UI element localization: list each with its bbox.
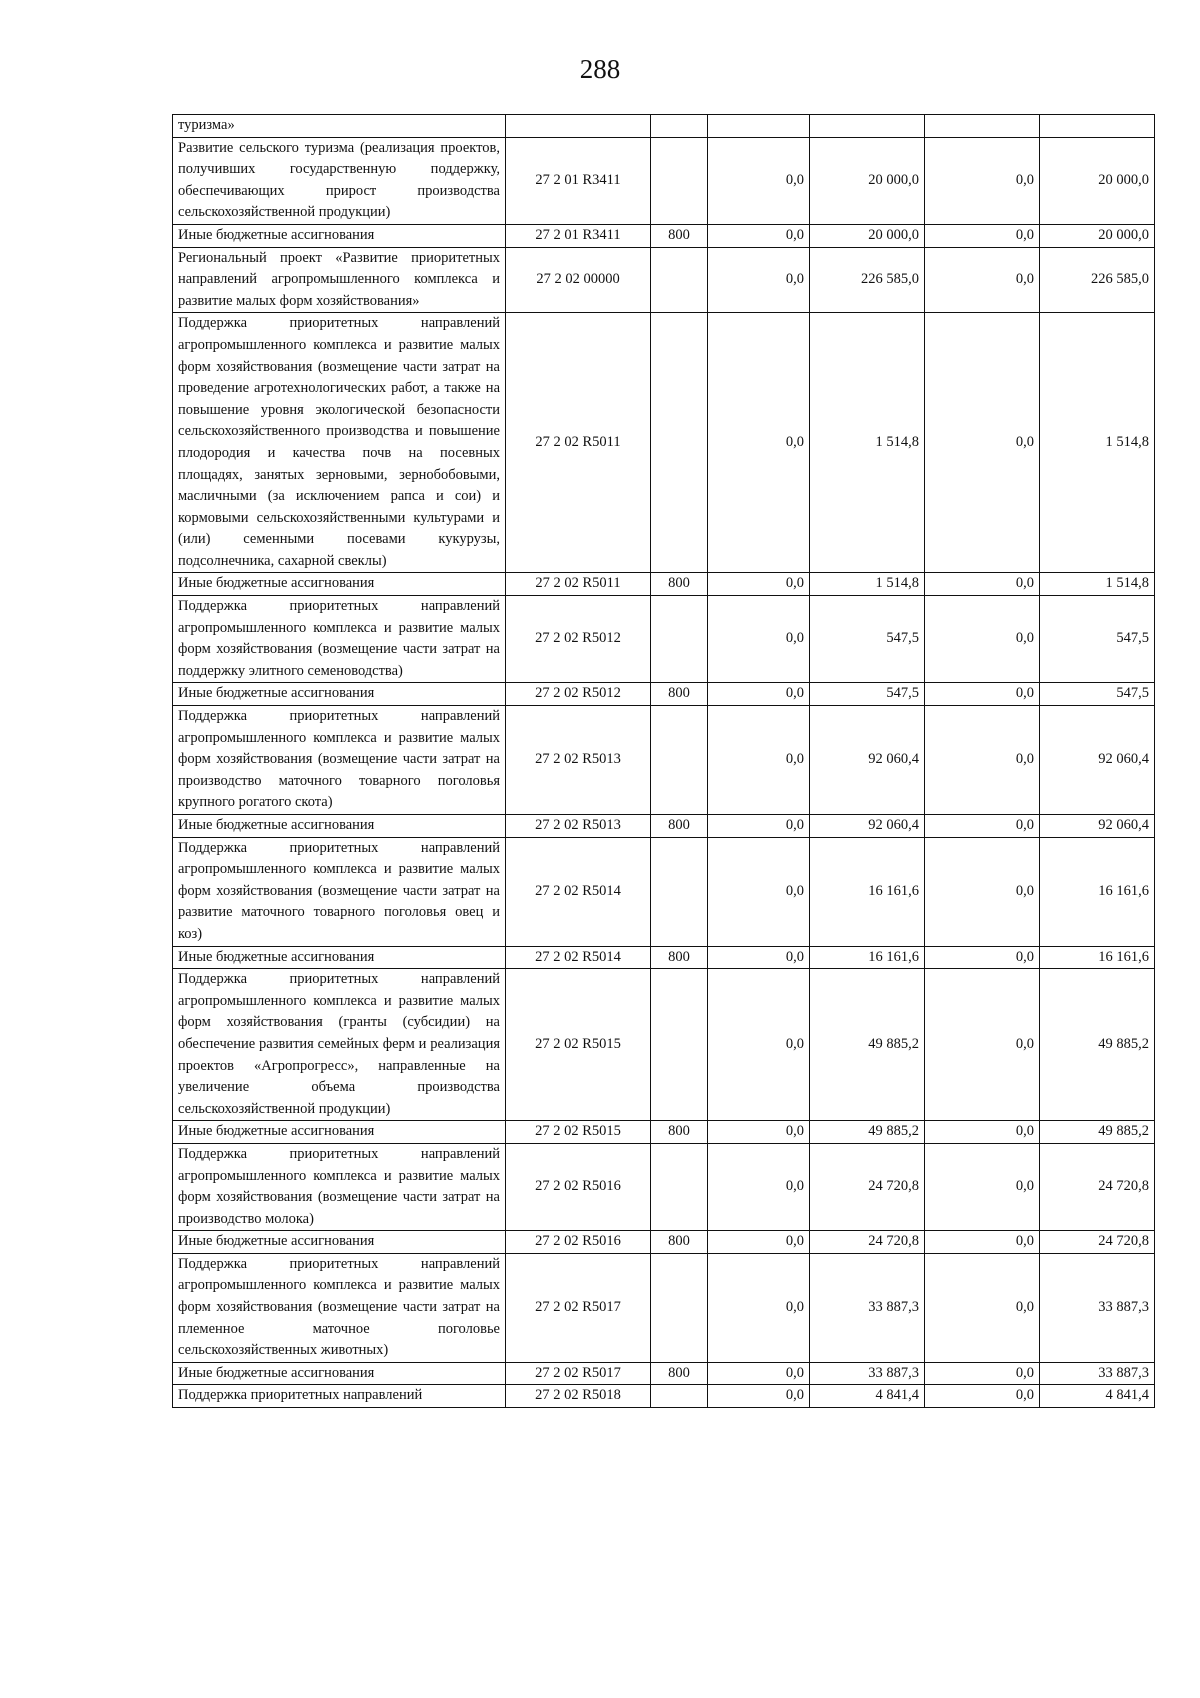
row-expense-type-cell [651, 837, 708, 946]
row-name-cell: Поддержка приоритетных направлений [173, 1385, 506, 1408]
table-row [173, 247, 1155, 313]
row-value-2-cell: 16 161,6 [810, 837, 925, 946]
table-row [173, 596, 1155, 683]
row-name-cell: Поддержка приоритетных направлений агропромышленного комплекса и развитие малых форм хозяйствования (возмещение части затрат на проведение агротехнологических работ, а также на повышение уровня экологической безопасности сельскохозяйственного производства и повышение плодородия и качества почв на посевных площадях, занятых зерновыми, зернобобовыми, масличными (за исключением рапса и сои) и кормовыми сельскохозяйственными культурами и (или) семенными посевами кукурузы, подсолнечника, сахарной свеклы) [173, 313, 506, 573]
row-name-cell: Иные бюджетные ассигнования [173, 1231, 506, 1254]
row-value-1-cell: 0,0 [708, 706, 810, 815]
row-code-cell [506, 115, 651, 138]
table-row [173, 1362, 1155, 1385]
row-code-cell: 27 2 02 R5011 [506, 573, 651, 596]
row-code-cell: 27 2 02 R5016 [506, 1143, 651, 1230]
row-value-2-cell: 49 885,2 [810, 1121, 925, 1144]
budget-table [172, 114, 1155, 1408]
row-name-cell: Иные бюджетные ассигнования [173, 946, 506, 969]
row-name-cell: Поддержка приоритетных направлений агропромышленного комплекса и развитие малых форм хозяйствования (гранты (субсидии) на обеспечение развития семейных ферм и реализация проектов «Агропрогресс», направленные на увеличение объема производства сельскохозяйственной продукции) [173, 969, 506, 1121]
row-value-1-cell: 0,0 [708, 596, 810, 683]
row-name-cell: Поддержка приоритетных направлений агропромышленного комплекса и развитие малых форм хозяйствования (возмещение части затрат на поддержку элитного семеноводства) [173, 596, 506, 683]
row-value-2-cell: 49 885,2 [810, 969, 925, 1121]
row-value-1-cell: 0,0 [708, 573, 810, 596]
table-row [173, 573, 1155, 596]
table-row [173, 1143, 1155, 1230]
row-value-1-cell: 0,0 [708, 815, 810, 838]
row-value-2-cell: 4 841,4 [810, 1385, 925, 1408]
table-row [173, 224, 1155, 247]
row-value-4-cell: 547,5 [1040, 596, 1155, 683]
row-name-cell: Иные бюджетные ассигнования [173, 224, 506, 247]
row-expense-type-cell [651, 1253, 708, 1362]
row-value-3-cell: 0,0 [925, 1253, 1040, 1362]
row-value-4-cell: 49 885,2 [1040, 1121, 1155, 1144]
row-value-1-cell [708, 115, 810, 138]
table-row [173, 1231, 1155, 1254]
table-row [173, 683, 1155, 706]
row-name-cell: Иные бюджетные ассигнования [173, 815, 506, 838]
row-expense-type-cell: 800 [651, 683, 708, 706]
row-expense-type-cell: 800 [651, 815, 708, 838]
table-body [173, 115, 1155, 1408]
row-value-3-cell: 0,0 [925, 1231, 1040, 1254]
row-value-1-cell: 0,0 [708, 247, 810, 313]
row-code-cell: 27 2 02 R5013 [506, 815, 651, 838]
row-name-cell: Поддержка приоритетных направлений агропромышленного комплекса и развитие малых форм хозяйствования (возмещение части затрат на производство маточного товарного поголовья крупного рогатого скота) [173, 706, 506, 815]
row-expense-type-cell: 800 [651, 224, 708, 247]
row-code-cell: 27 2 02 R5015 [506, 1121, 651, 1144]
row-value-2-cell: 226 585,0 [810, 247, 925, 313]
row-value-1-cell: 0,0 [708, 1362, 810, 1385]
table-row [173, 1121, 1155, 1144]
row-value-1-cell: 0,0 [708, 137, 810, 224]
row-value-4-cell: 24 720,8 [1040, 1143, 1155, 1230]
row-value-4-cell: 49 885,2 [1040, 969, 1155, 1121]
row-expense-type-cell [651, 706, 708, 815]
row-name-cell: Развитие сельского туризма (реализация проектов, получивших государственную поддержку, обеспечивающих прирост производства сельскохозяйственной продукции) [173, 137, 506, 224]
row-name-cell: Поддержка приоритетных направлений агропромышленного комплекса и развитие малых форм хозяйствования (возмещение части затрат на производство молока) [173, 1143, 506, 1230]
row-expense-type-cell [651, 115, 708, 138]
table-row [173, 137, 1155, 224]
row-name-cell: Иные бюджетные ассигнования [173, 1121, 506, 1144]
row-value-2-cell [810, 115, 925, 138]
row-value-3-cell: 0,0 [925, 313, 1040, 573]
row-code-cell: 27 2 02 R5018 [506, 1385, 651, 1408]
row-expense-type-cell: 800 [651, 946, 708, 969]
row-value-4-cell: 547,5 [1040, 683, 1155, 706]
row-value-1-cell: 0,0 [708, 1385, 810, 1408]
row-value-1-cell: 0,0 [708, 224, 810, 247]
table-row [173, 815, 1155, 838]
row-value-3-cell: 0,0 [925, 1143, 1040, 1230]
table-row [173, 1385, 1155, 1408]
row-code-cell: 27 2 02 R5014 [506, 946, 651, 969]
row-value-2-cell: 1 514,8 [810, 573, 925, 596]
row-name-cell: Иные бюджетные ассигнования [173, 1362, 506, 1385]
row-value-3-cell: 0,0 [925, 1121, 1040, 1144]
row-value-3-cell [925, 115, 1040, 138]
row-value-2-cell: 20 000,0 [810, 137, 925, 224]
row-code-cell: 27 2 02 R5015 [506, 969, 651, 1121]
row-value-4-cell: 33 887,3 [1040, 1253, 1155, 1362]
row-code-cell: 27 2 01 R3411 [506, 137, 651, 224]
row-code-cell: 27 2 02 00000 [506, 247, 651, 313]
row-name-cell: Региональный проект «Развитие приоритетных направлений агропромышленного комплекса и развитие малых форм хозяйствования» [173, 247, 506, 313]
row-value-2-cell: 16 161,6 [810, 946, 925, 969]
row-value-2-cell: 1 514,8 [810, 313, 925, 573]
row-value-3-cell: 0,0 [925, 946, 1040, 969]
row-value-2-cell: 547,5 [810, 596, 925, 683]
row-code-cell: 27 2 01 R3411 [506, 224, 651, 247]
row-code-cell: 27 2 02 R5017 [506, 1253, 651, 1362]
row-expense-type-cell: 800 [651, 1121, 708, 1144]
row-expense-type-cell: 800 [651, 1362, 708, 1385]
table-row [173, 969, 1155, 1121]
row-value-3-cell: 0,0 [925, 247, 1040, 313]
row-value-4-cell: 92 060,4 [1040, 815, 1155, 838]
row-value-2-cell: 33 887,3 [810, 1253, 925, 1362]
row-value-1-cell: 0,0 [708, 837, 810, 946]
row-expense-type-cell: 800 [651, 573, 708, 596]
row-value-4-cell: 1 514,8 [1040, 573, 1155, 596]
row-value-2-cell: 92 060,4 [810, 815, 925, 838]
row-code-cell: 27 2 02 R5012 [506, 683, 651, 706]
row-code-cell: 27 2 02 R5012 [506, 596, 651, 683]
page-number: 288 [579, 54, 621, 84]
row-code-cell: 27 2 02 R5017 [506, 1362, 651, 1385]
row-value-4-cell: 20 000,0 [1040, 137, 1155, 224]
table-row [173, 706, 1155, 815]
row-code-cell: 27 2 02 R5014 [506, 837, 651, 946]
row-expense-type-cell [651, 1385, 708, 1408]
row-value-2-cell: 92 060,4 [810, 706, 925, 815]
row-name-cell: Иные бюджетные ассигнования [173, 573, 506, 596]
row-value-4-cell: 1 514,8 [1040, 313, 1155, 573]
table-row [173, 313, 1155, 573]
row-value-4-cell: 4 841,4 [1040, 1385, 1155, 1408]
row-value-2-cell: 20 000,0 [810, 224, 925, 247]
row-value-1-cell: 0,0 [708, 1143, 810, 1230]
row-code-cell: 27 2 02 R5011 [506, 313, 651, 573]
row-name-cell: Поддержка приоритетных направлений агропромышленного комплекса и развитие малых форм хозяйствования (возмещение части затрат на развитие маточного товарного поголовья овец и коз) [173, 837, 506, 946]
row-value-1-cell: 0,0 [708, 683, 810, 706]
row-name-cell: Иные бюджетные ассигнования [173, 683, 506, 706]
row-value-2-cell: 547,5 [810, 683, 925, 706]
row-code-cell: 27 2 02 R5013 [506, 706, 651, 815]
row-expense-type-cell [651, 247, 708, 313]
row-value-2-cell: 24 720,8 [810, 1143, 925, 1230]
row-code-cell: 27 2 02 R5016 [506, 1231, 651, 1254]
row-value-3-cell: 0,0 [925, 706, 1040, 815]
row-value-4-cell: 24 720,8 [1040, 1231, 1155, 1254]
row-value-4-cell: 33 887,3 [1040, 1362, 1155, 1385]
row-value-4-cell: 226 585,0 [1040, 247, 1155, 313]
row-value-3-cell: 0,0 [925, 1385, 1040, 1408]
row-value-2-cell: 33 887,3 [810, 1362, 925, 1385]
row-name-cell: туризма» [173, 115, 506, 138]
row-value-3-cell: 0,0 [925, 837, 1040, 946]
row-value-3-cell: 0,0 [925, 137, 1040, 224]
row-value-1-cell: 0,0 [708, 1231, 810, 1254]
row-value-1-cell: 0,0 [708, 969, 810, 1121]
row-value-3-cell: 0,0 [925, 1362, 1040, 1385]
row-value-4-cell: 20 000,0 [1040, 224, 1155, 247]
row-value-1-cell: 0,0 [708, 1121, 810, 1144]
table-row [173, 1253, 1155, 1362]
table-row [173, 115, 1155, 138]
row-value-4-cell: 92 060,4 [1040, 706, 1155, 815]
row-expense-type-cell [651, 969, 708, 1121]
row-value-4-cell: 16 161,6 [1040, 837, 1155, 946]
row-name-cell: Поддержка приоритетных направлений агропромышленного комплекса и развитие малых форм хозяйствования (возмещение части затрат на племенное маточное поголовье сельскохозяйственных животных) [173, 1253, 506, 1362]
row-expense-type-cell [651, 1143, 708, 1230]
row-value-2-cell: 24 720,8 [810, 1231, 925, 1254]
row-value-3-cell: 0,0 [925, 969, 1040, 1121]
row-value-1-cell: 0,0 [708, 313, 810, 573]
row-value-3-cell: 0,0 [925, 224, 1040, 247]
row-value-4-cell [1040, 115, 1155, 138]
row-expense-type-cell: 800 [651, 1231, 708, 1254]
row-value-3-cell: 0,0 [925, 596, 1040, 683]
row-value-1-cell: 0,0 [708, 1253, 810, 1362]
table-row [173, 837, 1155, 946]
row-value-3-cell: 0,0 [925, 683, 1040, 706]
row-expense-type-cell [651, 313, 708, 573]
table-row [173, 946, 1155, 969]
row-value-1-cell: 0,0 [708, 946, 810, 969]
row-expense-type-cell [651, 596, 708, 683]
row-value-4-cell: 16 161,6 [1040, 946, 1155, 969]
row-value-3-cell: 0,0 [925, 815, 1040, 838]
row-expense-type-cell [651, 137, 708, 224]
row-value-3-cell: 0,0 [925, 573, 1040, 596]
